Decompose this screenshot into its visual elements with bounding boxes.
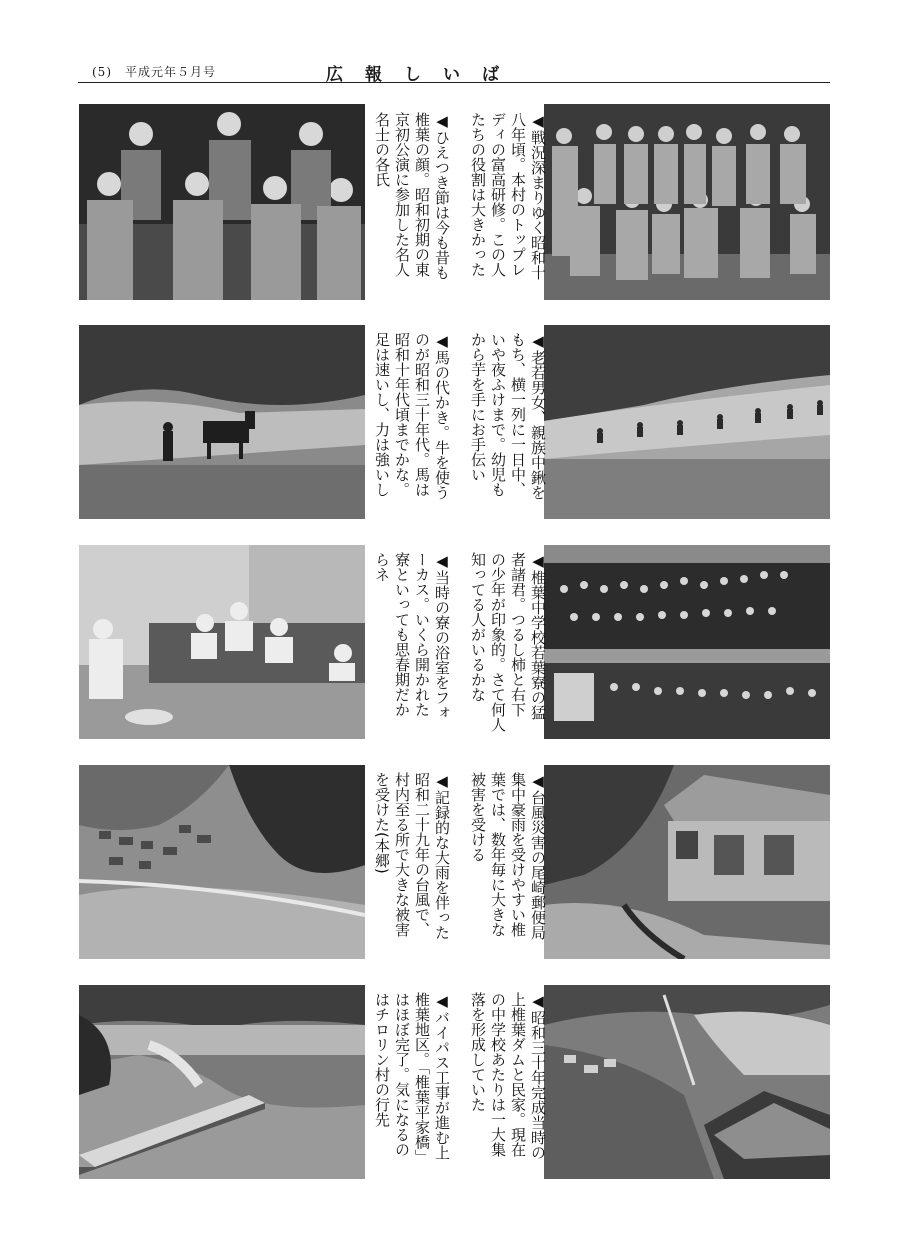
- page-header: [78, 60, 830, 84]
- photo-bypass-construction: [79, 985, 365, 1179]
- photo-horse-plowing: [79, 325, 365, 519]
- caption-top-ladies-training: ◀戦況深まりゆく昭和十 八年頃。本村のトップレ ディの富高研修。この人 たちの役割は大きかった: [469, 112, 547, 280]
- photo-family-hoeing: [544, 325, 830, 519]
- photo-kamishiiba-dam: [544, 985, 830, 1179]
- caption-wakaba-dormitory-students: ◀椎葉中学校若葉寮の猛 者諸君。つるし柿と右下 の少年が印象的。さて何人 知ってる人がいるかな: [469, 552, 547, 732]
- photo-top-ladies-training: [544, 104, 830, 300]
- caption-hietsuki-singers: ◀ひえつき節は今も昔も 椎葉の顔。昭和初期の東 京初公演に参加した名人 名士の各氏: [373, 112, 451, 280]
- caption-kamishiiba-dam: ◀昭和三十年完成当時の 上椎葉ダムと民家。現在 の中学校あたりは一大集 落を形成していた: [469, 992, 547, 1160]
- photo-typhoon-hongo: [79, 765, 365, 959]
- caption-typhoon-hongo: ◀記録的な大雨を伴った 昭和二十九年の台風で、 村内至る所で大きな被害 を受けた(本郷): [373, 772, 451, 940]
- caption-family-hoeing: ◀老若男女、親族中鍬を もち、横一列に一日中、 いや夜ふけまで。幼児も から芋を手にお手伝い: [469, 332, 547, 500]
- photo-ozaki-post-office: [544, 765, 830, 959]
- caption-dorm-bath: ◀当時の寮の浴室をフォ ーカス。いくら開かれた 寮といっても思春期だか らネ: [373, 552, 451, 720]
- publication-title: 広報しいば: [326, 65, 521, 85]
- caption-bypass-construction: ◀バイパス工事が進む上 椎葉地区。「椎葉平家橋」 はほぼ完了。気になるの はチロリン村の行先: [373, 992, 451, 1165]
- caption-horse-plowing: ◀馬の代かき。牛を使う のが昭和三十年代。馬は 昭和十年代頃までかな。 足は速いし、力は強いし: [373, 332, 451, 500]
- caption-ozaki-post-office: ◀台風災害の尾崎郵便局 集中豪雨を受けやすい椎 葉では、数年毎に大きな 被害を受ける: [469, 772, 547, 940]
- photo-dorm-bath: [79, 545, 365, 739]
- photo-wakaba-dormitory-students: [544, 545, 830, 739]
- issue-label: (5) 平成元年５月号: [92, 65, 216, 79]
- photo-hietsuki-singers: [79, 104, 365, 300]
- header-rule: [78, 82, 830, 83]
